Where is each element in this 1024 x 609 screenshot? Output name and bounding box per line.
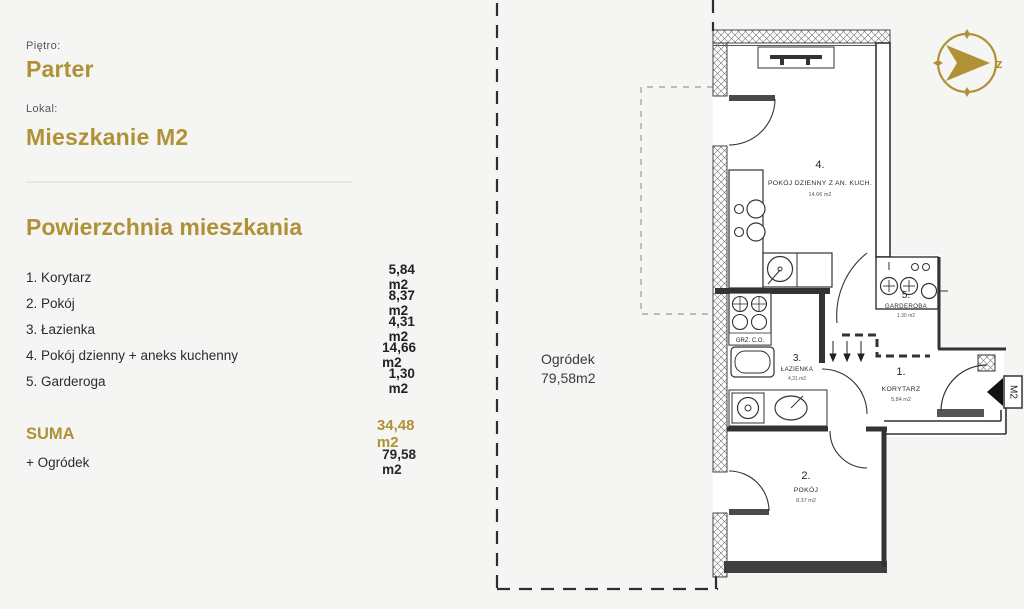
garden-boundary bbox=[497, 0, 718, 589]
room-area-value: 14,66 m2 bbox=[382, 340, 416, 370]
room-area-value: 1,30 m2 bbox=[388, 366, 415, 396]
svg-text:5,84 m2: 5,84 m2 bbox=[891, 397, 911, 403]
entrance-marker-label: M2 bbox=[1007, 385, 1019, 399]
room-name: 2. Pokój bbox=[26, 295, 75, 311]
compass-icon bbox=[933, 29, 1003, 97]
room-name: 5. Garderoga bbox=[26, 373, 106, 389]
room-name: 4. Pokój dzienny + aneks kuchenny bbox=[26, 347, 239, 363]
entrance-wall-pier bbox=[978, 355, 995, 371]
svg-text:POKÓJ DZIENNY Z AN. KUCH.: POKÓJ DZIENNY Z AN. KUCH. bbox=[767, 180, 873, 187]
section-title: Powierzchnia mieszkania bbox=[26, 214, 303, 240]
compass-letter: z bbox=[996, 56, 1003, 71]
room-name: 3. Łazienka bbox=[26, 321, 96, 337]
unit-value: Mieszkanie M2 bbox=[26, 124, 189, 150]
svg-text:GARDEROBA: GARDEROBA bbox=[884, 303, 928, 310]
svg-text:14.66 m2: 14.66 m2 bbox=[808, 192, 832, 198]
garden-value: 79,58 m2 bbox=[382, 447, 416, 477]
unit-label: Lokal: bbox=[26, 103, 58, 115]
room-name: 1. Korytarz bbox=[26, 269, 92, 285]
kitchen-window bbox=[758, 47, 834, 68]
room-area-value: 5,84 m2 bbox=[388, 262, 415, 292]
garden-label bbox=[541, 351, 596, 386]
utility-meters bbox=[876, 257, 948, 309]
garden-label: + Ogródek bbox=[26, 454, 90, 470]
terrace-outline bbox=[641, 87, 713, 314]
svg-text:5.: 5. bbox=[901, 290, 911, 301]
entrance-threshold bbox=[937, 409, 984, 417]
svg-text:2.: 2. bbox=[801, 470, 811, 482]
svg-text:4.: 4. bbox=[815, 159, 825, 171]
svg-text:1.30 m2: 1.30 m2 bbox=[896, 313, 916, 319]
svg-text:1.: 1. bbox=[896, 366, 906, 378]
svg-text:Ogródek: Ogródek bbox=[541, 351, 595, 367]
floor-label: Piętro: bbox=[26, 40, 61, 52]
floor-value: Parter bbox=[26, 56, 94, 82]
svg-text:8.37 m2: 8.37 m2 bbox=[796, 498, 816, 504]
svg-text:79,58m2: 79,58m2 bbox=[541, 370, 596, 386]
bottom-wall bbox=[724, 561, 887, 573]
svg-text:ŁAZIENKA: ŁAZIENKA bbox=[780, 366, 814, 373]
svg-text:KORYTARZ: KORYTARZ bbox=[881, 386, 921, 393]
svg-text:4,31 m2: 4,31 m2 bbox=[787, 376, 807, 382]
svg-text:POKÓJ: POKÓJ bbox=[793, 487, 819, 494]
total-value: 34,48 m2 bbox=[376, 417, 415, 451]
room-area-value: 4,31 m2 bbox=[388, 314, 415, 344]
room-area-value: 8,37 m2 bbox=[388, 288, 415, 318]
total-label: SUMA bbox=[26, 424, 75, 443]
svg-text:3.: 3. bbox=[792, 353, 802, 364]
heater-label: GRZ. C.O. bbox=[735, 338, 765, 344]
room4-right-wall bbox=[876, 43, 890, 257]
